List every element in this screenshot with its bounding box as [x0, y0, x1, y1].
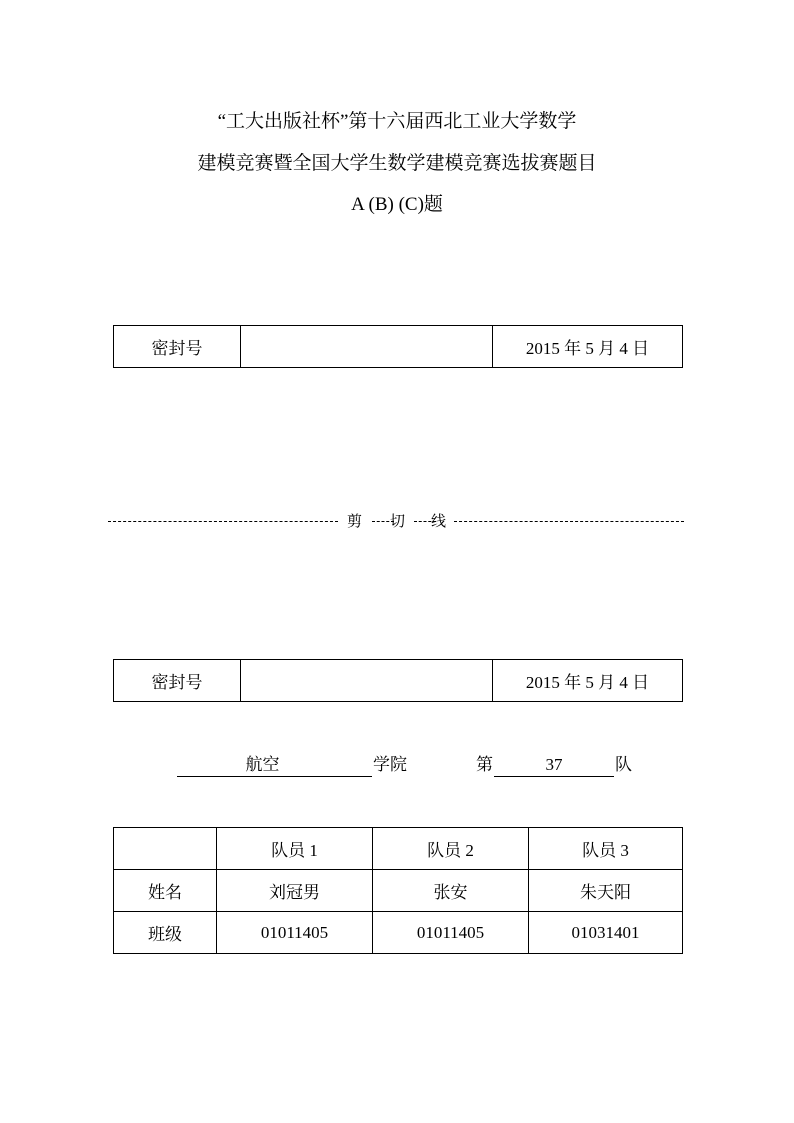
table-row [114, 912, 683, 954]
college-value: 航空 [245, 755, 280, 774]
cut-line-char: 线 [431, 514, 447, 530]
table-cell: 张安 [373, 870, 529, 912]
seal-date: 2015 年 5 月 4 日 [493, 326, 683, 368]
table-cell: 朱天阳 [529, 870, 683, 912]
cut-line-char: 切 [390, 514, 406, 530]
table-row [114, 870, 683, 912]
title-line-2: 建模竞赛暨全国大学生数学建模竞赛选拔赛题目 [197, 153, 597, 174]
header-cell: 队员 1 [217, 828, 373, 870]
table-cell: 01011405 [217, 912, 373, 954]
college-label: 学院 [373, 755, 407, 774]
team-info-line [0, 752, 794, 780]
team-number-field [494, 754, 614, 777]
table-cell: 01011405 [373, 912, 529, 954]
seal-number-cell [241, 326, 493, 368]
row-label: 班级 [114, 912, 217, 954]
table-cell: 刘冠男 [217, 870, 373, 912]
cut-line-dash [108, 521, 338, 522]
seal-label: 密封号 [114, 660, 241, 702]
members-table [113, 827, 683, 954]
table-cell: 01031401 [529, 912, 683, 954]
cut-line [108, 512, 684, 532]
seal-number-cell [241, 660, 493, 702]
header-cell: 队员 3 [529, 828, 683, 870]
cut-line-char: 剪 [347, 514, 363, 530]
title-line-3: A (B) (C)题 [351, 194, 443, 215]
team-number: 37 [545, 755, 563, 774]
team-prefix: 第 [476, 755, 493, 774]
seal-table-bottom [113, 659, 683, 702]
cut-line-dash [454, 521, 684, 522]
college-field [177, 754, 372, 777]
title-line-1: “工大出版社杯”第十六届西北工业大学数学 [217, 111, 577, 132]
row-label: 姓名 [114, 870, 217, 912]
seal-table-top [113, 325, 683, 368]
header-cell [114, 828, 217, 870]
seal-label: 密封号 [114, 326, 241, 368]
table-header-row [114, 828, 683, 870]
team-suffix: 队 [615, 755, 632, 774]
header-cell: 队员 2 [373, 828, 529, 870]
seal-date: 2015 年 5 月 4 日 [493, 660, 683, 702]
